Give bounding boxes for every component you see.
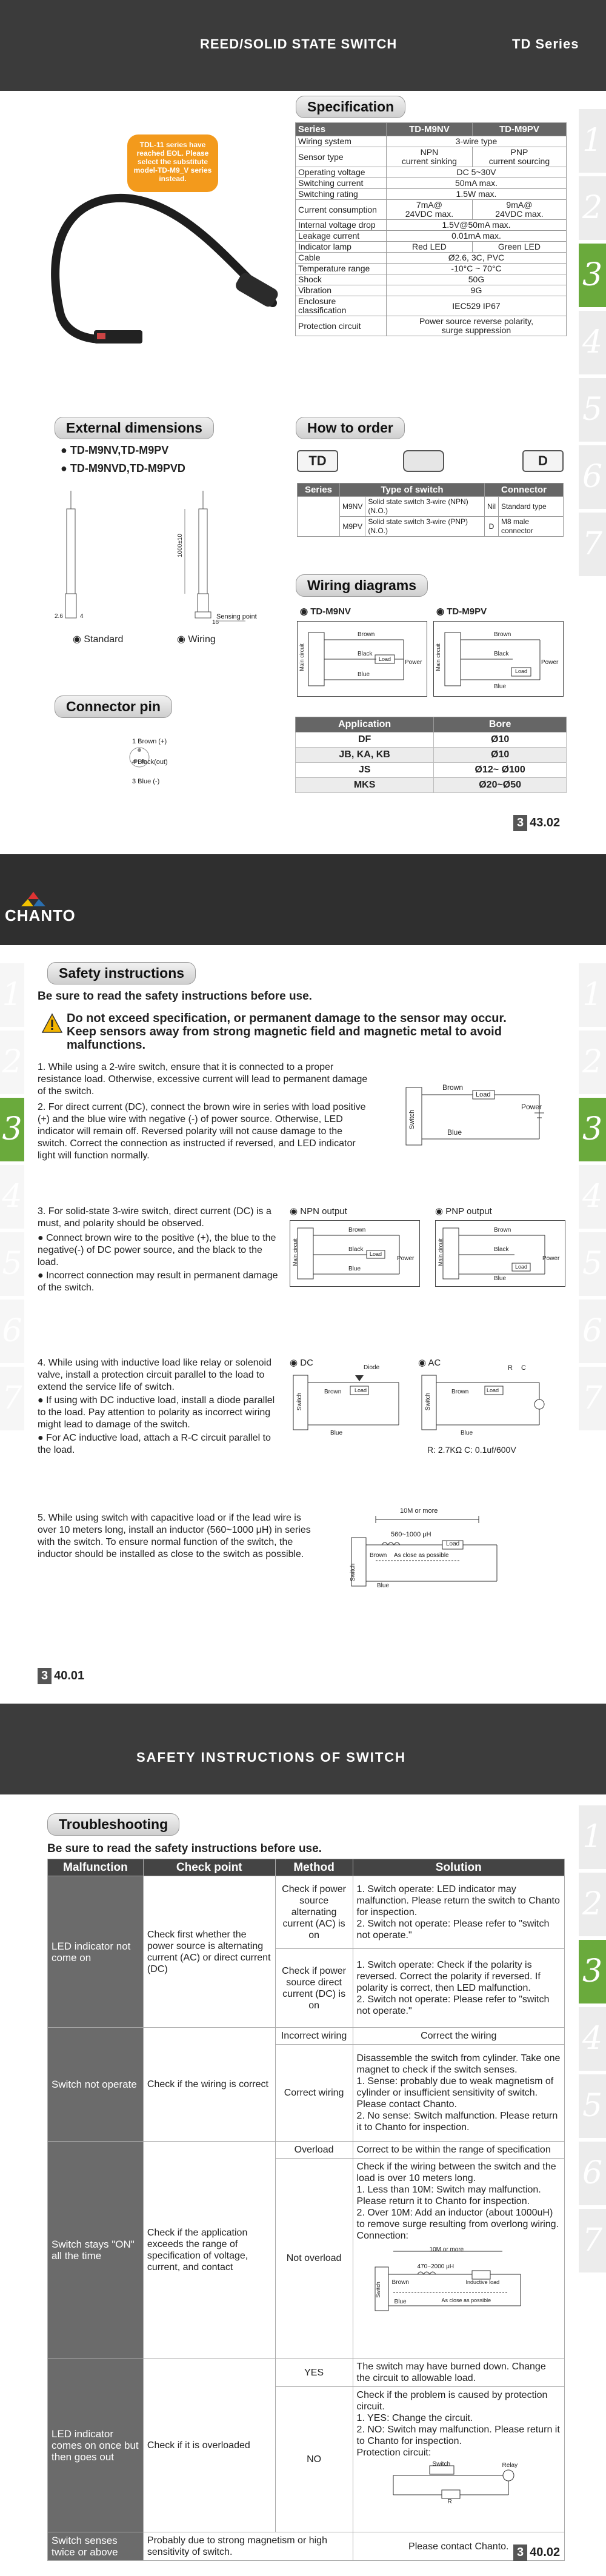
app-row — [296, 763, 567, 778]
safety-item-4c: ● For AC inductive load, attach a R-C circuit parallel to the load. — [38, 1433, 271, 1455]
r3-diag-10m: 10M or more — [429, 2246, 464, 2253]
r1b-solution: 1. Switch operate: Check if the polarity is reversed. Correct the polarity if reversed. If polarity is correct, then LED malfunction. 2. Switch not operate: Please refer to "switch not operate." — [353, 1949, 564, 2028]
left-tab-7: 7 — [0, 1367, 24, 1430]
d2w-power: Power — [521, 1103, 542, 1111]
spec-value: DC 5~30V — [387, 167, 567, 178]
r4-diag-relay: Relay — [502, 2462, 518, 2469]
side-tab-1[interactable]: 1 — [579, 109, 606, 173]
safety-heading: Safety instructions — [47, 962, 196, 984]
app-col-application: Application — [296, 717, 434, 732]
npn-brown: Brown — [348, 1227, 366, 1233]
npn-blue: Blue — [348, 1266, 361, 1272]
app-name: JS — [296, 763, 434, 778]
spec-value: Ø2.6, 3C, PVC — [387, 253, 567, 264]
d2w-load: Load — [476, 1091, 491, 1098]
r3a-method: Overload — [275, 2142, 353, 2159]
wiring-model-npn-text: TD-M9NV — [310, 606, 351, 617]
side-tab-5[interactable]: 5 — [579, 1232, 606, 1296]
warning-icon — [41, 1013, 63, 1034]
page3-header — [0, 1704, 606, 1794]
order-desc-m9nv: Solid state switch 3-wire (NPN) (N.O.) — [365, 497, 485, 517]
col-method: Method — [275, 1859, 353, 1876]
npn-black: Black — [348, 1246, 364, 1253]
spec-value: PNP current sourcing — [472, 147, 566, 167]
pnp-main: Main circuit — [437, 1238, 444, 1266]
ext-model-1-text: TD-M9NV,TD-M9PV — [70, 444, 169, 456]
safety-item-1: 1. While using a 2-wire switch, ensure that it is connected to a proper resistance load. Otherwise, excessive current will lead to permanent damage of the switch. — [38, 1062, 368, 1097]
ext-model-2-text: TD-M9NVD,TD-M9PVD — [70, 462, 185, 474]
spec-value: 9G — [387, 285, 567, 296]
order-col-type: Type of switch — [340, 483, 485, 497]
cap-inductance: 560~1000 μH — [391, 1531, 431, 1538]
npn-load: Load — [370, 1251, 382, 1257]
spec-row — [296, 136, 567, 147]
wiring-pnp-main: Main circuit — [435, 643, 441, 671]
ac-blue: Blue — [461, 1430, 473, 1436]
r5-solution: Please contact Chanto. — [353, 2532, 564, 2561]
app-bore: Ø10 — [434, 732, 567, 748]
order-code-blank — [403, 450, 444, 472]
left-tab-2: 2 — [0, 1031, 24, 1094]
spec-label: Enclosure classification — [296, 296, 387, 316]
r1-check: Check first whether the power source is alternating current (AC) or direct current (DC) — [143, 1876, 275, 2028]
side-tab-3[interactable]: 3 — [579, 1940, 606, 2003]
r3a-solution: Correct to be within the range of specification — [353, 2142, 564, 2159]
wiring-npn-power: Power — [405, 659, 422, 666]
page1-header — [0, 0, 606, 91]
side-tab-7[interactable]: 7 — [579, 1367, 606, 1430]
side-tab-6[interactable]: 6 — [579, 1300, 606, 1363]
ac-title: ◉ AC — [418, 1358, 441, 1368]
wiring-heading: Wiring diagrams — [296, 574, 428, 597]
side-tab-3[interactable]: 3 — [579, 244, 606, 307]
left-tab-5: 5 — [0, 1232, 24, 1296]
order-code-d: D — [522, 450, 564, 472]
spec-row — [296, 167, 567, 178]
r1a-method: Check if power source alternating current (AC) is on — [275, 1876, 353, 1949]
left-tab-1: 1 — [0, 963, 24, 1027]
spec-value: 1.5V@50mA max. — [387, 220, 567, 231]
spec-value: Power source reverse polarity, surge suppression — [387, 316, 567, 336]
side-tabs-page1 — [579, 109, 606, 580]
app-col-bore: Bore — [434, 717, 567, 732]
order-ccode-d: D — [484, 517, 498, 537]
side-tab-4[interactable]: 4 — [579, 2007, 606, 2071]
wiring-pnp-brown: Brown — [494, 631, 511, 638]
safety-item-3: 3. For solid-state 3-wire switch, direct current (DC) is a must, and polarity should be observed. — [38, 1206, 271, 1229]
order-col-connector: Connector — [484, 483, 563, 497]
wiring-model-pnp-text: TD-M9PV — [447, 606, 487, 617]
spec-value: 7mA@ 24VDC max. — [387, 200, 473, 220]
app-bore: Ø12~ Ø100 — [434, 763, 567, 778]
spec-value: NPN current sinking — [387, 147, 473, 167]
r3-diag-blue: Blue — [394, 2299, 407, 2305]
app-bore: Ø20~Ø50 — [434, 778, 567, 793]
r2b-method: Correct wiring — [275, 2045, 353, 2142]
app-name: DF — [296, 732, 434, 748]
r3b-solution-cell — [353, 2159, 564, 2359]
r3-diag-switch: Switch — [375, 2282, 381, 2298]
side-tab-1[interactable]: 1 — [579, 963, 606, 1027]
spec-label: Vibration — [296, 285, 387, 296]
r2a-solution: Correct the wiring — [353, 2028, 564, 2045]
spec-row — [296, 274, 567, 285]
safety-item-4c-text: For AC inductive load, attach a R-C circuit parallel to the load. — [38, 1433, 271, 1455]
spec-row — [296, 264, 567, 274]
spec-label: Wiring system — [296, 136, 387, 147]
app-bore: Ø10 — [434, 748, 567, 763]
safety-intro: Be sure to read the safety instructions before use. — [38, 990, 312, 1003]
r1b-method: Check if power source direct current (DC) is on — [275, 1949, 353, 2028]
app-name: JB, KA, KB — [296, 748, 434, 763]
cap-load: Load — [446, 1541, 460, 1547]
r2b-solution: Disassemble the switch from cylinder. Take one magnet to check if the switch senses. 1. Sense: probably due to weak magnetism of cylinder or insufficient sensitivity of switch. Please contact Chanto. 2. No sense: Switch malfunction. Please return it to Chanto for inspection. — [353, 2045, 564, 2142]
spec-value: 9mA@ 24VDC max. — [472, 200, 566, 220]
brand-name: CHANTO — [5, 906, 76, 925]
spec-col-series: Series — [296, 123, 387, 136]
connector-pin-4: 4 Black(out) — [132, 759, 168, 766]
r3-diagram — [357, 2244, 561, 2317]
dc-blue: Blue — [330, 1430, 343, 1436]
r4a-solution: The switch may have burned down. Change the circuit to allowable load. — [353, 2359, 564, 2387]
ac-r: R — [508, 1364, 513, 1372]
dim-sensing-label: Sensing point — [216, 613, 257, 620]
wiring-pnp-load: Load — [515, 668, 528, 674]
r5-check: Probably due to strong magnetism or high sensitivity of switch. — [143, 2532, 353, 2561]
troubleshooting-table — [47, 1859, 565, 2561]
page1-header-series: TD Series — [512, 36, 579, 51]
col-check-point: Check point — [143, 1859, 275, 1876]
dc-diode: Diode — [364, 1364, 380, 1371]
order-table — [297, 483, 564, 537]
ac-title-text: AC — [428, 1358, 441, 1368]
pnp-brown: Brown — [494, 1227, 511, 1233]
order-heading: How to order — [296, 417, 405, 439]
r4a-method: YES — [275, 2359, 353, 2387]
app-row — [296, 778, 567, 793]
ext-heading: External dimensions — [55, 417, 214, 439]
r4-check: Check if it is overloaded — [143, 2359, 275, 2532]
wiring-npn-black: Black — [358, 651, 373, 657]
safety-item-3c: ● Incorrect connection may result in permanent damage of the switch. — [38, 1270, 278, 1293]
spec-value: 50mA max. — [387, 178, 567, 189]
dim-wiring-label: ◉ Wiring — [177, 634, 216, 645]
connector-pin-1: 1 Brown (+) — [132, 738, 167, 745]
wiring-npn-brown: Brown — [358, 631, 375, 638]
safety-item-3b-text: Connect brown wire to the positive (+), the blue to the negative(-) of DC power source, and the black to the load. — [38, 1233, 276, 1267]
pnp-output-title-text: PNP output — [445, 1206, 492, 1217]
wiring-pnp-power: Power — [541, 659, 559, 666]
r1-malfunction: LED indicator not come on — [48, 1876, 144, 2028]
ac-switch: Switch — [425, 1392, 432, 1411]
side-tab-7[interactable]: 7 — [579, 2209, 606, 2272]
d2w-switch: Switch — [408, 1109, 416, 1130]
npn-output-title-text: NPN output — [300, 1206, 347, 1217]
side-tabs-page2-left — [0, 963, 24, 1434]
spec-row — [296, 296, 567, 316]
spec-col-pnp: TD-M9PV — [472, 123, 566, 136]
page2-number-text: 40.01 — [54, 1669, 85, 1682]
r1a-solution: 1. Switch operate: LED indicator may malfunction. Please return the switch to Chanto for inspection. 2. Switch not operate: Please refer to "switch not operate." — [353, 1876, 564, 1949]
application-table — [295, 717, 567, 793]
order-cdesc-nil: Standard type — [498, 497, 563, 517]
spec-value: IEC529 IP67 — [387, 296, 567, 316]
spec-value: Red LED — [387, 242, 473, 253]
safety-item-3b: ● Connect brown wire to the positive (+), the blue to the negative(-) of DC power source, and the black to the load. — [38, 1233, 276, 1267]
spec-label: Cable — [296, 253, 387, 264]
page2-number-box: 3 — [38, 1668, 52, 1684]
dim-standard-text: Standard — [84, 634, 124, 645]
wiring-npn-load: Load — [379, 656, 391, 662]
pnp-power: Power — [542, 1255, 560, 1262]
r5-malfunction: Switch senses twice or above — [48, 2532, 144, 2561]
npn-power: Power — [397, 1255, 415, 1262]
cap-brown: Brown — [370, 1552, 387, 1559]
wiring-pnp-black: Black — [494, 651, 509, 657]
connector-pin-3: 3 Blue (-) — [132, 778, 160, 785]
side-tab-5[interactable]: 5 — [579, 2074, 606, 2138]
side-tab-4[interactable]: 4 — [579, 311, 606, 374]
ac-brown: Brown — [451, 1389, 469, 1395]
dim-length-label: 1000±10 — [176, 534, 184, 557]
promo-note-text: TDL-11 series have reached EOL. Please select the substitute model-TD-M9_V series instead. — [133, 141, 212, 183]
troubleshooting-intro: Be sure to read the safety instructions before use. — [47, 1842, 322, 1855]
r4b-solution: Check if the problem is caused by protection circuit. 1. YES: Change the circuit. 2. NO: Switch may malfunction. Please return it to Chanto for inspection. Protection circuit: — [356, 2390, 560, 2458]
page3-header-title: SAFETY INSTRUCTIONS OF SWITCH — [136, 1750, 407, 1765]
r2-check: Check if the wiring is correct — [143, 2028, 275, 2142]
dim-wiring-text: Wiring — [188, 634, 216, 645]
spec-table — [295, 122, 567, 336]
dim-d1-label: 2.6 — [55, 613, 63, 620]
r3-malfunction: Switch stays "ON" all the time — [48, 2142, 144, 2359]
dc-title-text: DC — [300, 1358, 313, 1368]
side-tab-2[interactable]: 2 — [579, 176, 606, 240]
left-tab-6: 6 — [0, 1300, 24, 1363]
page2-number — [38, 1668, 84, 1684]
r4-diag-r: R — [447, 2498, 452, 2505]
side-tab-2[interactable]: 2 — [579, 1031, 606, 1094]
wiring-npn-blue: Blue — [358, 671, 370, 678]
connector-heading: Connector pin — [55, 695, 172, 718]
spec-label: Protection circuit — [296, 316, 387, 336]
safety-item-4b: ● If using with DC inductive load, install a diode parallel to the load. Pay attention to polarity as incorrect wiring might lead to damage of the switch. — [38, 1395, 275, 1430]
page2-header — [0, 854, 606, 945]
spec-row — [296, 200, 567, 220]
r2a-method: Incorrect wiring — [275, 2028, 353, 2045]
side-tabs-page2 — [579, 963, 606, 1434]
spec-label: Indicator lamp — [296, 242, 387, 253]
safety-warning: Do not exceed specification, or permanent damage to the sensor may occur. Keep sensors away from strong magnetic field and magnetic metal to avoid malfunctions. — [67, 1012, 507, 1052]
d2w-brown: Brown — [442, 1083, 464, 1092]
r4-diagram — [357, 2458, 561, 2504]
order-desc-m9pv: Solid state switch 3-wire (PNP) (N.O.) — [365, 517, 485, 537]
page3-number — [513, 2544, 560, 2561]
spec-row — [296, 285, 567, 296]
dim-d3-label: 16 — [212, 619, 219, 626]
order-series-cell — [298, 497, 340, 537]
safety-item-4b-text: If using with DC inductive load, install a diode parallel to the load. Pay attention to polarity as incorrect wiring might lead to damage of the switch. — [38, 1395, 275, 1430]
side-tab-5[interactable]: 5 — [579, 378, 606, 442]
side-tab-6[interactable]: 6 — [579, 445, 606, 509]
npn-main: Main circuit — [291, 1238, 298, 1266]
page1-number-box: 3 — [513, 815, 527, 831]
spec-value: 0.01mA max. — [387, 231, 567, 242]
spec-row — [296, 253, 567, 264]
spec-row — [296, 189, 567, 200]
r4-diag-switch: Switch — [432, 2461, 450, 2468]
ac-load: Load — [487, 1387, 499, 1393]
spec-label: Operating voltage — [296, 167, 387, 178]
spec-row — [296, 220, 567, 231]
r3-diag-induct: 470~2000 μH — [417, 2263, 454, 2270]
wiring-model-pnp: ◉ TD-M9PV — [436, 606, 487, 617]
order-cdesc-d: M8 male connector — [498, 517, 563, 537]
pnp-blue: Blue — [494, 1275, 507, 1282]
spec-label: Temperature range — [296, 264, 387, 274]
dim-standard-label: ◉ Standard — [73, 634, 124, 645]
ac-c: C — [521, 1364, 526, 1372]
cap-10m: 10M or more — [400, 1507, 438, 1515]
r3-diag-load: Inductive load — [465, 2279, 500, 2285]
ext-model-2: ● TD-M9NVD,TD-M9PVD — [61, 462, 185, 474]
order-col-series: Series — [298, 483, 340, 497]
col-malfunction: Malfunction — [48, 1859, 144, 1876]
spec-value: 3-wire type — [387, 136, 567, 147]
wiring-pnp-blue: Blue — [494, 683, 507, 690]
app-name: MKS — [296, 778, 434, 793]
col-solution: Solution — [353, 1859, 564, 1876]
cap-blue: Blue — [377, 1582, 390, 1589]
side-tab-1[interactable]: 1 — [579, 1805, 606, 1869]
dc-load: Load — [355, 1387, 367, 1393]
safety-item-2: 2. For direct current (DC), connect the brown wire in series with load positive (+) and the blue wire with negative (-) of power source. Otherwise, LED indicator will remain off. Reversed polarity will not cause damage to the switch. Correct the connection as instructed if reversed, and LED indicator light will function normally. — [38, 1102, 366, 1161]
safety-item-3c-text: Incorrect connection may result in permanent damage of the switch. — [38, 1270, 278, 1293]
ac-rc-values: R: 2.7KΩ C: 0.1uf/600V — [427, 1445, 516, 1455]
spec-value: 1.5W max. — [387, 189, 567, 200]
r2-malfunction: Switch not operate — [48, 2028, 144, 2142]
cap-close: As close as possible — [394, 1552, 449, 1559]
dc-switch: Switch — [296, 1392, 304, 1411]
order-code-m9nv: M9NV — [340, 497, 365, 517]
spec-row — [296, 316, 567, 336]
ac-diagram — [418, 1369, 551, 1436]
side-tab-6[interactable]: 6 — [579, 2142, 606, 2205]
order-ccode-nil: Nil — [484, 497, 498, 517]
app-row — [296, 732, 567, 748]
spec-label: Current consumption — [296, 200, 387, 220]
side-tab-7[interactable]: 7 — [579, 513, 606, 576]
page1-number — [513, 815, 560, 831]
pnp-output-title: ◉ PNP output — [435, 1206, 492, 1217]
spec-row — [296, 178, 567, 189]
safety-item-5: 5. While using switch with capacitive load or if the lead wire is over 10 meters long, install an inductor (560~1000 μH) in series with the switch. To ensure normal function of the switch, the inductor should be installed as close to the switch as possible. — [38, 1513, 311, 1559]
pnp-black: Black — [494, 1246, 509, 1253]
spec-label: Sensor type — [296, 147, 387, 167]
promo-note — [127, 134, 218, 192]
wiring-model-npn: ◉ TD-M9NV — [300, 606, 351, 617]
spec-value: Green LED — [472, 242, 566, 253]
r4b-method: NO — [275, 2387, 353, 2532]
r4b-solution-cell — [353, 2387, 564, 2532]
r4-malfunction: LED indicator comes on once but then goes out — [48, 2359, 144, 2532]
order-code-td: TD — [297, 450, 338, 472]
safety-item-4: 4. While using with inductive load like relay or solenoid valve, install a protection circuit parallel to the load to extend the service life of switch. — [38, 1358, 271, 1392]
ext-model-1: ● TD-M9NV,TD-M9PV — [61, 444, 169, 456]
left-tab-3: 3 — [0, 1098, 24, 1161]
r3-diag-brown: Brown — [391, 2279, 409, 2286]
spec-col-npn: TD-M9NV — [387, 123, 473, 136]
spec-label: Switching rating — [296, 189, 387, 200]
page1-header-title: REED/SOLID STATE SWITCH — [200, 36, 398, 51]
spec-row — [296, 231, 567, 242]
spec-label: Shock — [296, 274, 387, 285]
dim-d2-label: 4 — [80, 613, 84, 620]
side-tab-2[interactable]: 2 — [579, 1873, 606, 1936]
spec-value: -10°C ~ 70°C — [387, 264, 567, 274]
spec-heading: Specification — [296, 96, 405, 118]
spec-label: Internal voltage drop — [296, 220, 387, 231]
wiring-npn-main: Main circuit — [298, 643, 305, 671]
spec-label: Leakage current — [296, 231, 387, 242]
side-tab-3[interactable]: 3 — [579, 1098, 606, 1161]
troubleshooting-heading: Troubleshooting — [47, 1813, 179, 1836]
page1-number-text: 43.02 — [530, 816, 561, 829]
r3-check: Check if the application exceeds the range of specification of voltage, current, and contact — [143, 2142, 275, 2359]
r3-diag-close: As close as possible — [441, 2297, 491, 2303]
r3b-method: Not overload — [275, 2159, 353, 2359]
left-tab-4: 4 — [0, 1165, 24, 1229]
spec-row — [296, 147, 567, 167]
page3-number-text: 40.02 — [530, 2546, 561, 2559]
spec-value: 50G — [387, 274, 567, 285]
side-tab-4[interactable]: 4 — [579, 1165, 606, 1229]
diagram-2wire — [400, 1075, 558, 1166]
r3b-solution: Check if the wiring between the switch and the load is over 10 meters long. 1. Less than 10M: Switch may malfunction. Please return it to Chanto for inspection. 2. Over 10M: Add an inductor (about 1000uH) to remove surge resulting from overlong wiring. Connection: — [356, 2162, 559, 2241]
app-row — [296, 748, 567, 763]
cap-switch: Switch — [350, 1563, 357, 1582]
dc-diagram — [290, 1369, 411, 1436]
order-code-m9pv: M9PV — [340, 517, 365, 537]
d2w-blue: Blue — [447, 1128, 462, 1137]
page3-number-box: 3 — [513, 2544, 527, 2561]
pnp-load: Load — [515, 1264, 528, 1270]
side-tabs-page3 — [579, 1805, 606, 2276]
spec-row — [296, 242, 567, 253]
dc-brown: Brown — [324, 1389, 342, 1395]
dimension-drawing — [36, 485, 297, 636]
npn-output-title: ◉ NPN output — [290, 1206, 347, 1217]
spec-label: Switching current — [296, 178, 387, 189]
dc-title: ◉ DC — [290, 1358, 313, 1368]
